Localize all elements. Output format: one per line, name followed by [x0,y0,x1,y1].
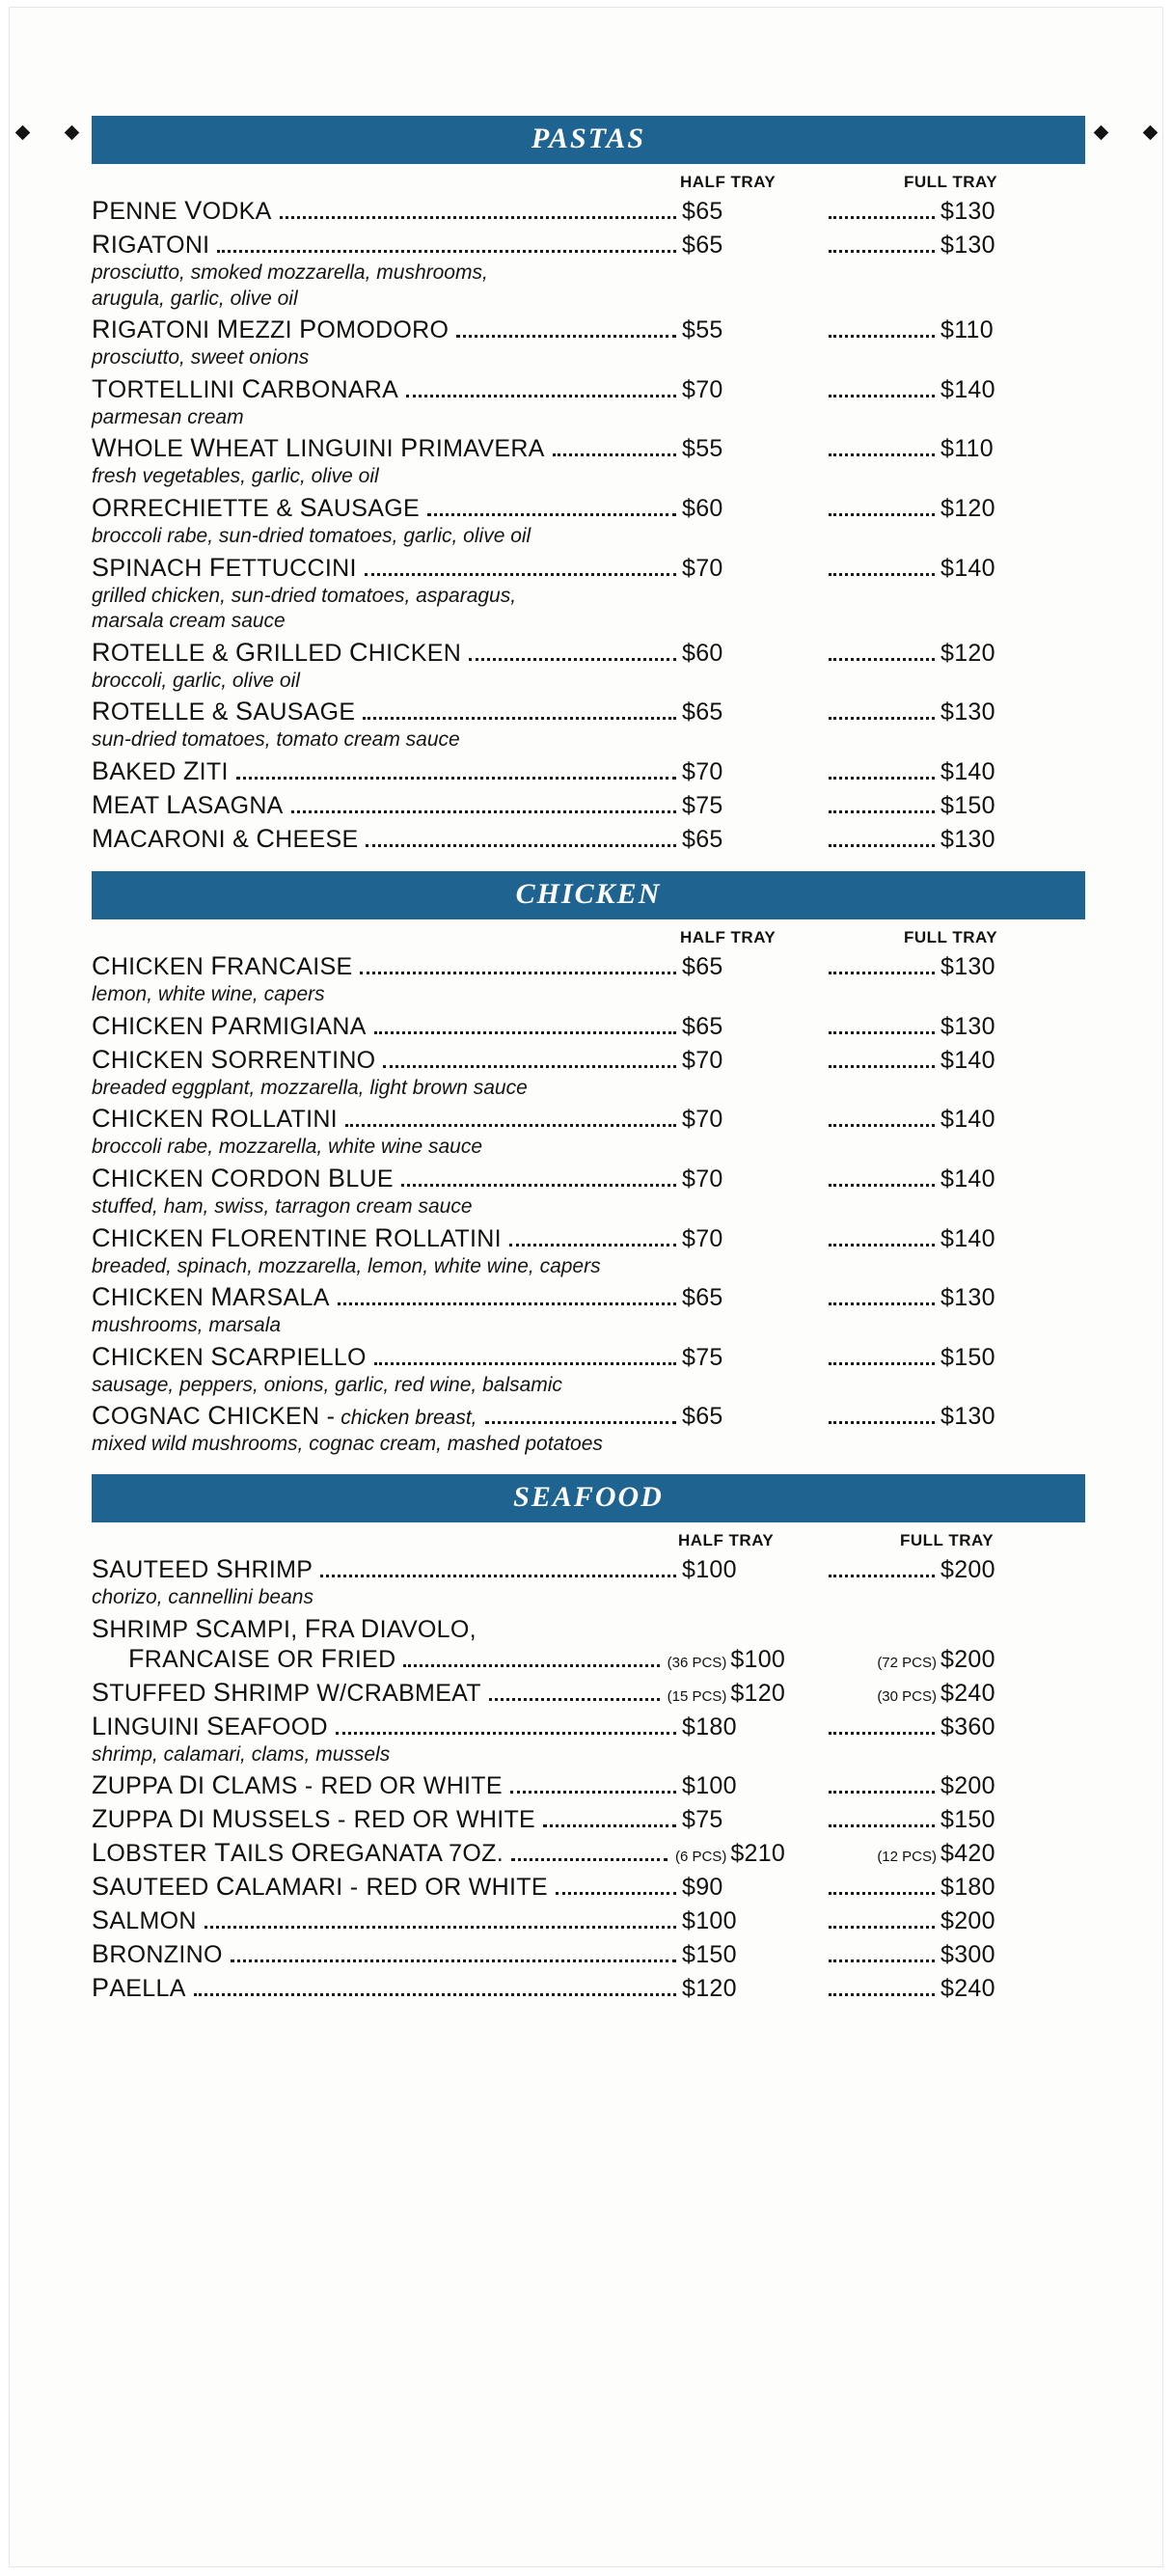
dot-leader [236,776,676,780]
menu-item-line [92,1804,1085,1834]
menu-item [92,1973,1085,2003]
menu-item-name: CHICKEN SCARPIELLO [92,1341,367,1371]
menu-item-line [92,1712,1085,1741]
menu-item [92,433,1085,489]
full-tray-price: $150 [940,1343,995,1371]
menu-item-description: arugula, garlic, olive oil [92,287,298,310]
full-tray-price: $140 [940,1046,995,1074]
dot-leader [829,1925,935,1929]
menu-item [92,553,1085,634]
dot-leader [509,1243,676,1247]
menu-item-line [92,1045,1085,1075]
menu-item-variant: RED OR WHITE [353,1806,536,1834]
menu-item [92,1770,1085,1800]
full-tray-price: $420 [940,1840,995,1868]
menu-item-description: grilled chicken, sun-dried tomatoes, asparagus, [92,584,517,607]
menu-item [92,1342,1085,1398]
menu-item-line [92,951,1085,981]
dot-leader [829,1823,935,1827]
menu-item-line [92,790,1085,820]
half-tray-price: $70 [682,1106,723,1134]
dot-leader [291,809,676,813]
dot-leader [829,1731,935,1735]
menu-item-line [92,230,1085,260]
half-tray-price: $180 [682,1713,737,1740]
dot-leader [829,1302,935,1305]
menu-item-name: SAUTEED SHRIMP [92,1553,313,1583]
menu-item-name: STUFFED SHRIMP W/CRABMEAT [92,1677,481,1707]
full-tray-pieces: (30 PCS) [877,1687,937,1705]
menu-item-name-suffix: chicken breast, [341,1407,477,1430]
menu-item [92,1872,1085,1902]
menu-item [92,1678,1085,1708]
dot-leader [363,716,676,720]
half-tray-price: $65 [682,826,723,854]
dot-leader [401,1183,676,1187]
full-tray-price: $150 [940,1806,995,1834]
menu-item-line [92,756,1085,786]
menu-item-name: CHICKEN MARSALA [92,1282,330,1312]
half-tray-pieces: (36 PCS) [667,1654,727,1671]
menu-item-name: WHOLE WHEAT LINGUINI PRIMAVERA [92,433,545,463]
menu-item-description: broccoli rabe, sun-dried tomatoes, garlic, olive oil [92,525,531,548]
menu-item-variant: RED OR WHITE [366,1874,548,1902]
full-tray-price: $360 [940,1713,995,1740]
menu-item-name: CHICKEN PARMIGIANA [92,1010,367,1040]
diamond-icon [1142,124,1158,140]
full-tray-price: $130 [940,1012,995,1040]
menu-item-description: sun-dried tomatoes, tomato cream sauce [92,728,460,752]
dot-leader [829,1030,935,1034]
menu-item-name: CHICKEN FLORENTINE ROLLATINI [92,1222,502,1252]
menu-item-name: ORRECHIETTE & SAUSAGE [92,493,420,523]
dot-leader [427,512,676,516]
menu-item-line-continued [128,1644,1085,1674]
menu-item-description: shrimp, calamari, clams, mussels [92,1742,391,1766]
menu-item-line [92,824,1085,854]
dot-leader [829,716,935,720]
dot-leader [217,249,676,253]
full-tray-pieces: (72 PCS) [877,1654,937,1671]
section-header-chicken: CHICKEN [92,871,1085,919]
diamond-icon [15,124,31,140]
half-tray-price: $65 [682,1012,723,1040]
menu-item-line [92,433,1085,463]
half-tray-price: $65 [682,198,723,225]
half-tray-price: $65 [682,699,723,726]
menu-item-name: CHICKEN SORRENTINO [92,1044,376,1074]
menu-item [92,1905,1085,1935]
half-tray-label: HALF TRAY [678,1530,775,1549]
dot-leader [374,1030,676,1034]
full-tray-price: $130 [940,232,995,259]
half-tray-price: $70 [682,375,723,403]
menu-item [92,230,1085,311]
dot-leader [829,1790,935,1794]
menu-item-description: marsala cream sauce [92,610,286,633]
section-header-pastas: PASTAS [92,116,1085,164]
full-tray-price: $130 [940,1284,995,1312]
menu-item-line [92,196,1085,226]
section-header-seafood: SEAFOOD [92,1474,1085,1522]
menu-item [92,1401,1085,1457]
half-tray-price: $60 [682,495,723,523]
menu-item-description: parmesan cream [92,405,244,428]
dot-leader [829,512,935,516]
half-tray-price: $100 [730,1645,786,1673]
tray-column-headers [92,928,1085,947]
menu-item-name: ZUPPA DI CLAMS - [92,1770,313,1800]
half-tray-pieces: (6 PCS) [674,1849,727,1866]
menu-item [92,824,1085,854]
menu-item [92,1939,1085,1969]
menu-item-name: MEAT LASAGNA [92,790,284,820]
full-tray-price: $140 [940,1106,995,1134]
menu-item-line [92,1614,1085,1644]
menu-item-description: stuffed, ham, swiss, tarragon cream sauce [92,1194,473,1218]
menu-item-name: CHICKEN CORDON BLUE [92,1163,394,1192]
menu-item-line [92,697,1085,726]
half-tray-price: $65 [682,1403,723,1431]
dot-leader [406,394,676,397]
dot-leader [194,1992,676,1996]
menu-item-line [92,374,1085,404]
dot-leader [280,215,676,219]
menu-item-name: LOBSTER TAILS OREGANATA 7OZ. [92,1838,504,1868]
half-tray-price: $60 [682,639,723,667]
menu-item-name: ROTELLE & SAUSAGE [92,697,356,726]
half-tray-pieces: (15 PCS) [667,1687,727,1705]
dot-leader [829,1959,935,1962]
menu-item-description: sausage, peppers, onions, garlic, red wine, balsamic [92,1373,562,1396]
menu-item [92,697,1085,753]
menu-item-line [92,493,1085,523]
menu-item-name: SAUTEED CALAMARI - [92,1872,359,1902]
full-tray-price: $300 [940,1941,995,1969]
menu-item-line [92,1973,1085,2003]
half-tray-price: $150 [682,1941,737,1969]
dot-leader [829,572,935,576]
dot-leader [829,1992,935,1996]
menu-item-name: PENNE VODKA [92,196,272,225]
half-tray-price: $100 [682,1772,737,1800]
dot-leader [829,1361,935,1365]
half-tray-label: HALF TRAY [680,928,777,947]
menu-item-name-continued: FRANCAISE OR FRIED [128,1643,396,1673]
menu-item [92,1104,1085,1160]
full-tray-price: $110 [940,316,994,344]
menu-item [92,1614,1085,1674]
menu-item-line [92,1011,1085,1041]
full-tray-price: $130 [940,1403,995,1431]
dot-leader [829,1891,935,1895]
menu-item-name: ROTELLE & GRILLED CHICKEN [92,637,462,667]
diamond-icon [1094,124,1109,140]
menu-item-description: breaded eggplant, mozzarella, light brown sauce [92,1076,528,1099]
dot-leader [829,394,935,397]
menu-item [92,1554,1085,1610]
half-tray-price: $65 [682,1284,723,1312]
menu-item-variant: RED OR WHITE [320,1772,503,1800]
menu-item [92,790,1085,820]
tray-column-headers [92,173,1085,192]
menu-item-description: chorizo, cannellini beans [92,1585,313,1608]
menu-item-line [92,1678,1085,1708]
menu-item [92,1282,1085,1338]
full-tray-price: $140 [940,554,995,582]
menu-item-name: LINGUINI SEAFOOD [92,1711,328,1740]
menu-item-name: CHICKEN FRANCAISE [92,951,353,981]
menu-item-line [92,1872,1085,1902]
menu-item-name: SPINACH FETTUCCINI [92,552,357,582]
half-tray-price: $70 [682,1165,723,1192]
dot-leader [366,843,676,847]
half-tray-price: $55 [682,435,723,463]
half-tray-price: $100 [682,1555,737,1583]
half-tray-price: $70 [682,1224,723,1252]
menu-item-name: SALMON [92,1905,197,1935]
half-tray-price: $100 [682,1907,737,1935]
half-tray-price: $120 [730,1679,786,1707]
menu-item-description: prosciutto, sweet onions [92,346,310,370]
full-tray-price: $110 [940,435,994,463]
full-tray-label: FULL TRAY [900,1530,995,1549]
half-tray-price: $210 [730,1840,786,1868]
full-tray-price: $130 [940,699,995,726]
menu-item-line [92,1282,1085,1312]
half-tray-price: $75 [682,1343,723,1371]
menu-item-name: COGNAC CHICKEN - [92,1401,336,1431]
half-tray-price: $70 [682,554,723,582]
full-tray-price: $200 [940,1907,995,1935]
dot-leader [829,809,935,813]
menu-item-name: MACARONI & CHEESE [92,824,359,854]
dot-leader [374,1361,676,1365]
dot-leader [829,249,935,253]
tray-column-headers [92,1531,1085,1550]
menu-item-name: RIGATONI [92,230,210,259]
half-tray-price: $75 [682,792,723,820]
menu-item [92,1838,1085,1868]
full-tray-price: $130 [940,953,995,981]
dot-leader [456,334,676,338]
half-tray-price: $65 [682,232,723,259]
dot-leader [338,1302,676,1305]
full-tray-price: $140 [940,1165,995,1192]
dot-leader [360,971,676,974]
menu-item [92,951,1085,1007]
dot-leader [204,1925,676,1929]
dot-leader [469,657,676,661]
menu-item-name: TORTELLINI CARBONARA [92,373,399,403]
menu-item-name: BRONZINO [92,1939,223,1969]
menu-item [92,1223,1085,1279]
menu-item-line [92,1401,1085,1431]
menu-item-name: RIGATONI MEZZI POMODORO [92,315,450,344]
menu-item-name: BAKED ZITI [92,756,229,786]
half-tray-price: $120 [682,1975,737,2003]
menu-content [92,116,1085,2003]
menu-item-name: SHRIMP SCAMPI, FRA DIAVOLO, [92,1613,477,1643]
menu-item-description: prosciutto, smoked mozzarella, mushrooms, [92,261,488,284]
menu-item [92,1164,1085,1219]
menu-item-description: breaded, spinach, mozzarella, lemon, white wine, capers [92,1254,601,1277]
half-tray-price: $65 [682,953,723,981]
menu-item [92,638,1085,694]
menu-item-description: broccoli rabe, mozzarella, white wine sauce [92,1136,483,1159]
dot-leader [829,1243,935,1247]
dot-leader [829,1064,935,1068]
menu-item-line [92,553,1085,583]
dot-leader [829,1123,935,1127]
menu-item-line [92,1770,1085,1800]
dot-leader [829,971,935,974]
menu-item-description: lemon, white wine, capers [92,983,325,1006]
dot-leader [829,1574,935,1577]
full-tray-price: $200 [940,1772,995,1800]
dot-leader [556,1891,676,1895]
dot-leader [403,1663,659,1667]
menu-item [92,1712,1085,1768]
half-tray-price: $70 [682,1046,723,1074]
menu-item-line [92,1939,1085,1969]
dot-leader [829,657,935,661]
dot-leader [553,452,676,456]
dot-leader [510,1790,676,1794]
menu-item [92,756,1085,786]
dot-leader [485,1420,676,1424]
menu-item-line [92,638,1085,668]
full-tray-price: $140 [940,1224,995,1252]
menu-item-name: ZUPPA DI MUSSELS - [92,1804,346,1834]
full-tray-price: $150 [940,792,995,820]
full-tray-price: $200 [940,1645,995,1673]
full-tray-price: $120 [940,495,995,523]
menu-item-name: PAELLA [92,1973,186,2003]
menu-item-description: fresh vegetables, garlic, olive oil [92,465,379,488]
menu-item-description: broccoli, garlic, olive oil [92,669,300,692]
menu-item-name: CHICKEN ROLLATINI [92,1104,338,1134]
half-tray-price: $55 [682,316,723,344]
dot-leader [365,572,676,576]
full-tray-price: $240 [940,1975,995,2003]
full-tray-price: $140 [940,758,995,786]
dot-leader [829,334,935,338]
full-tray-pieces: (12 PCS) [877,1849,937,1866]
dot-leader [829,843,935,847]
full-tray-price: $200 [940,1555,995,1583]
dot-leader [336,1731,676,1735]
menu-item-description: mixed wild mushrooms, cognac cream, mashed potatoes [92,1433,603,1456]
dot-leader [829,1183,935,1187]
dot-leader [829,1420,935,1424]
menu-item [92,315,1085,370]
full-tray-price: $240 [940,1679,995,1707]
half-tray-label: HALF TRAY [680,173,777,191]
menu-item-line [92,1905,1085,1935]
full-tray-price: $120 [940,639,995,667]
menu-item [92,374,1085,430]
full-tray-price: $130 [940,826,995,854]
menu-item-line [92,1164,1085,1193]
dot-leader [383,1064,676,1068]
menu-item [92,1804,1085,1834]
dot-leader [231,1959,676,1962]
menu-item [92,493,1085,549]
half-tray-price: $70 [682,758,723,786]
menu-item [92,1011,1085,1041]
dot-leader [345,1123,676,1127]
menu-item-description: mushrooms, marsala [92,1314,282,1337]
menu-item-line [92,1342,1085,1372]
half-tray-price: $75 [682,1806,723,1834]
dot-leader [829,776,935,780]
dot-leader [543,1823,676,1827]
dot-leader [511,1857,668,1861]
menu-item-line [92,1838,1085,1868]
menu-item-line [92,315,1085,344]
menu-item [92,196,1085,226]
dot-leader [829,215,935,219]
full-tray-price: $130 [940,198,995,225]
dot-leader [489,1697,660,1701]
full-tray-price: $180 [940,1874,995,1902]
dot-leader [320,1574,676,1577]
menu-item-line [92,1554,1085,1584]
diamond-icon [65,124,80,140]
menu-item-line [92,1104,1085,1134]
full-tray-price: $140 [940,375,995,403]
half-tray-price: $90 [682,1874,723,1902]
menu-item [92,1045,1085,1101]
full-tray-label: FULL TRAY [904,928,998,947]
menu-item-line [92,1223,1085,1253]
dot-leader [829,452,935,456]
full-tray-label: FULL TRAY [904,173,998,191]
